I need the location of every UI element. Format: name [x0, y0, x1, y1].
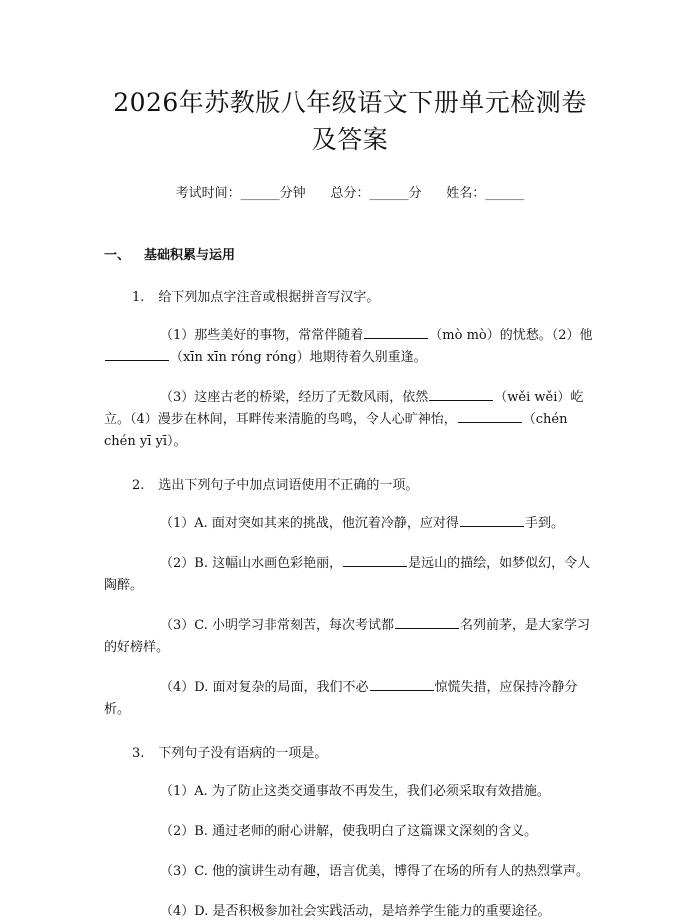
item-text: 惊慌失措，应保持冷静分析。 [104, 680, 578, 717]
item-text: 名列前茅，是大家学习的好榜样。 [104, 618, 591, 655]
total-score-label: 总分：______分 [330, 186, 422, 201]
answer-blank[interactable] [458, 409, 522, 423]
item-text: （2）B. 这幅山水画色彩艳丽， [160, 556, 343, 571]
section-heading [104, 247, 596, 265]
exam-time-label: 考试时间：______分钟 [175, 186, 306, 201]
answer-blank[interactable] [343, 553, 407, 567]
answer-blank[interactable] [105, 347, 169, 361]
question-1-item-2 [104, 387, 596, 453]
answer-blank[interactable] [460, 513, 524, 527]
question-3-option-b: （2）B. 通过老师的耐心讲解，使我明白了这篇课文深刻的含义。 [160, 824, 538, 839]
item-text: （xīn xīn róng róng）地期待着久别重逢。 [170, 350, 427, 365]
page-title: 2026年苏教版八年级语文下册单元检测卷及答案 [113, 88, 587, 154]
question-number: 2. [132, 478, 145, 493]
item-text: （3）这座古老的桥梁，经历了无数风雨，依然 [160, 390, 429, 405]
question-1 [104, 289, 596, 307]
item-text: 手到。 [524, 516, 564, 531]
question-3 [104, 745, 596, 763]
item-text: （mò mò）的忧愁。（2）他 [429, 328, 593, 343]
answer-blank[interactable] [429, 387, 493, 401]
item-text: （wěi wěi）屹立。（4）漫步在林间，耳畔传来清脆的鸟鸣，令人心旷神怡， [104, 390, 584, 427]
question-2-option-a [104, 513, 596, 535]
answer-blank[interactable] [370, 677, 434, 691]
section-number: 一、 [104, 248, 131, 263]
item-text: （1）那些美好的事物，常常伴随着 [160, 328, 364, 343]
question-prompt: 下列句子没有语病的一项是。 [158, 746, 328, 761]
question-3-option-c: （3）C. 他的演讲生动有趣，语言优美，博得了在场的所有人的热烈掌声。 [160, 864, 590, 879]
question-prompt: 选出下列句子中加点词语使用不正确的一项。 [158, 478, 419, 493]
question-2-option-d [104, 677, 596, 721]
item-text: （chén chén yī yī）。 [104, 412, 568, 449]
question-number: 3. [132, 746, 145, 761]
answer-blank[interactable] [364, 325, 428, 339]
question-3-option-d: （4）D. 是否积极参加社会实践活动，是培养学生能力的重要途径。 [160, 904, 551, 919]
question-3-option-a: （1）A. 为了防止这类交通事故不再发生，我们必须采取有效措施。 [160, 784, 550, 799]
item-text: （4）D. 面对复杂的局面，我们不必 [160, 680, 369, 695]
question-2 [104, 477, 596, 495]
question-2-option-b [104, 553, 596, 597]
item-text: 是远山的描绘，如梦似幻，令人陶醉。 [104, 556, 591, 593]
student-name-label: 姓名：______ [446, 186, 525, 201]
answer-blank[interactable] [395, 615, 459, 629]
exam-meta [104, 185, 596, 203]
question-number: 1. [132, 290, 145, 305]
question-2-option-c [104, 615, 596, 659]
section-title: 基础积累与运用 [144, 248, 236, 263]
question-prompt: 给下列加点字注音或根据拼音写汉字。 [158, 290, 380, 305]
item-text: （3）C. 小明学习非常刻苦，每次考试都 [160, 618, 395, 633]
item-text: （1）A. 面对突如其来的挑战，他沉着冷静，应对得 [160, 516, 459, 531]
question-1-item-1 [104, 325, 596, 369]
